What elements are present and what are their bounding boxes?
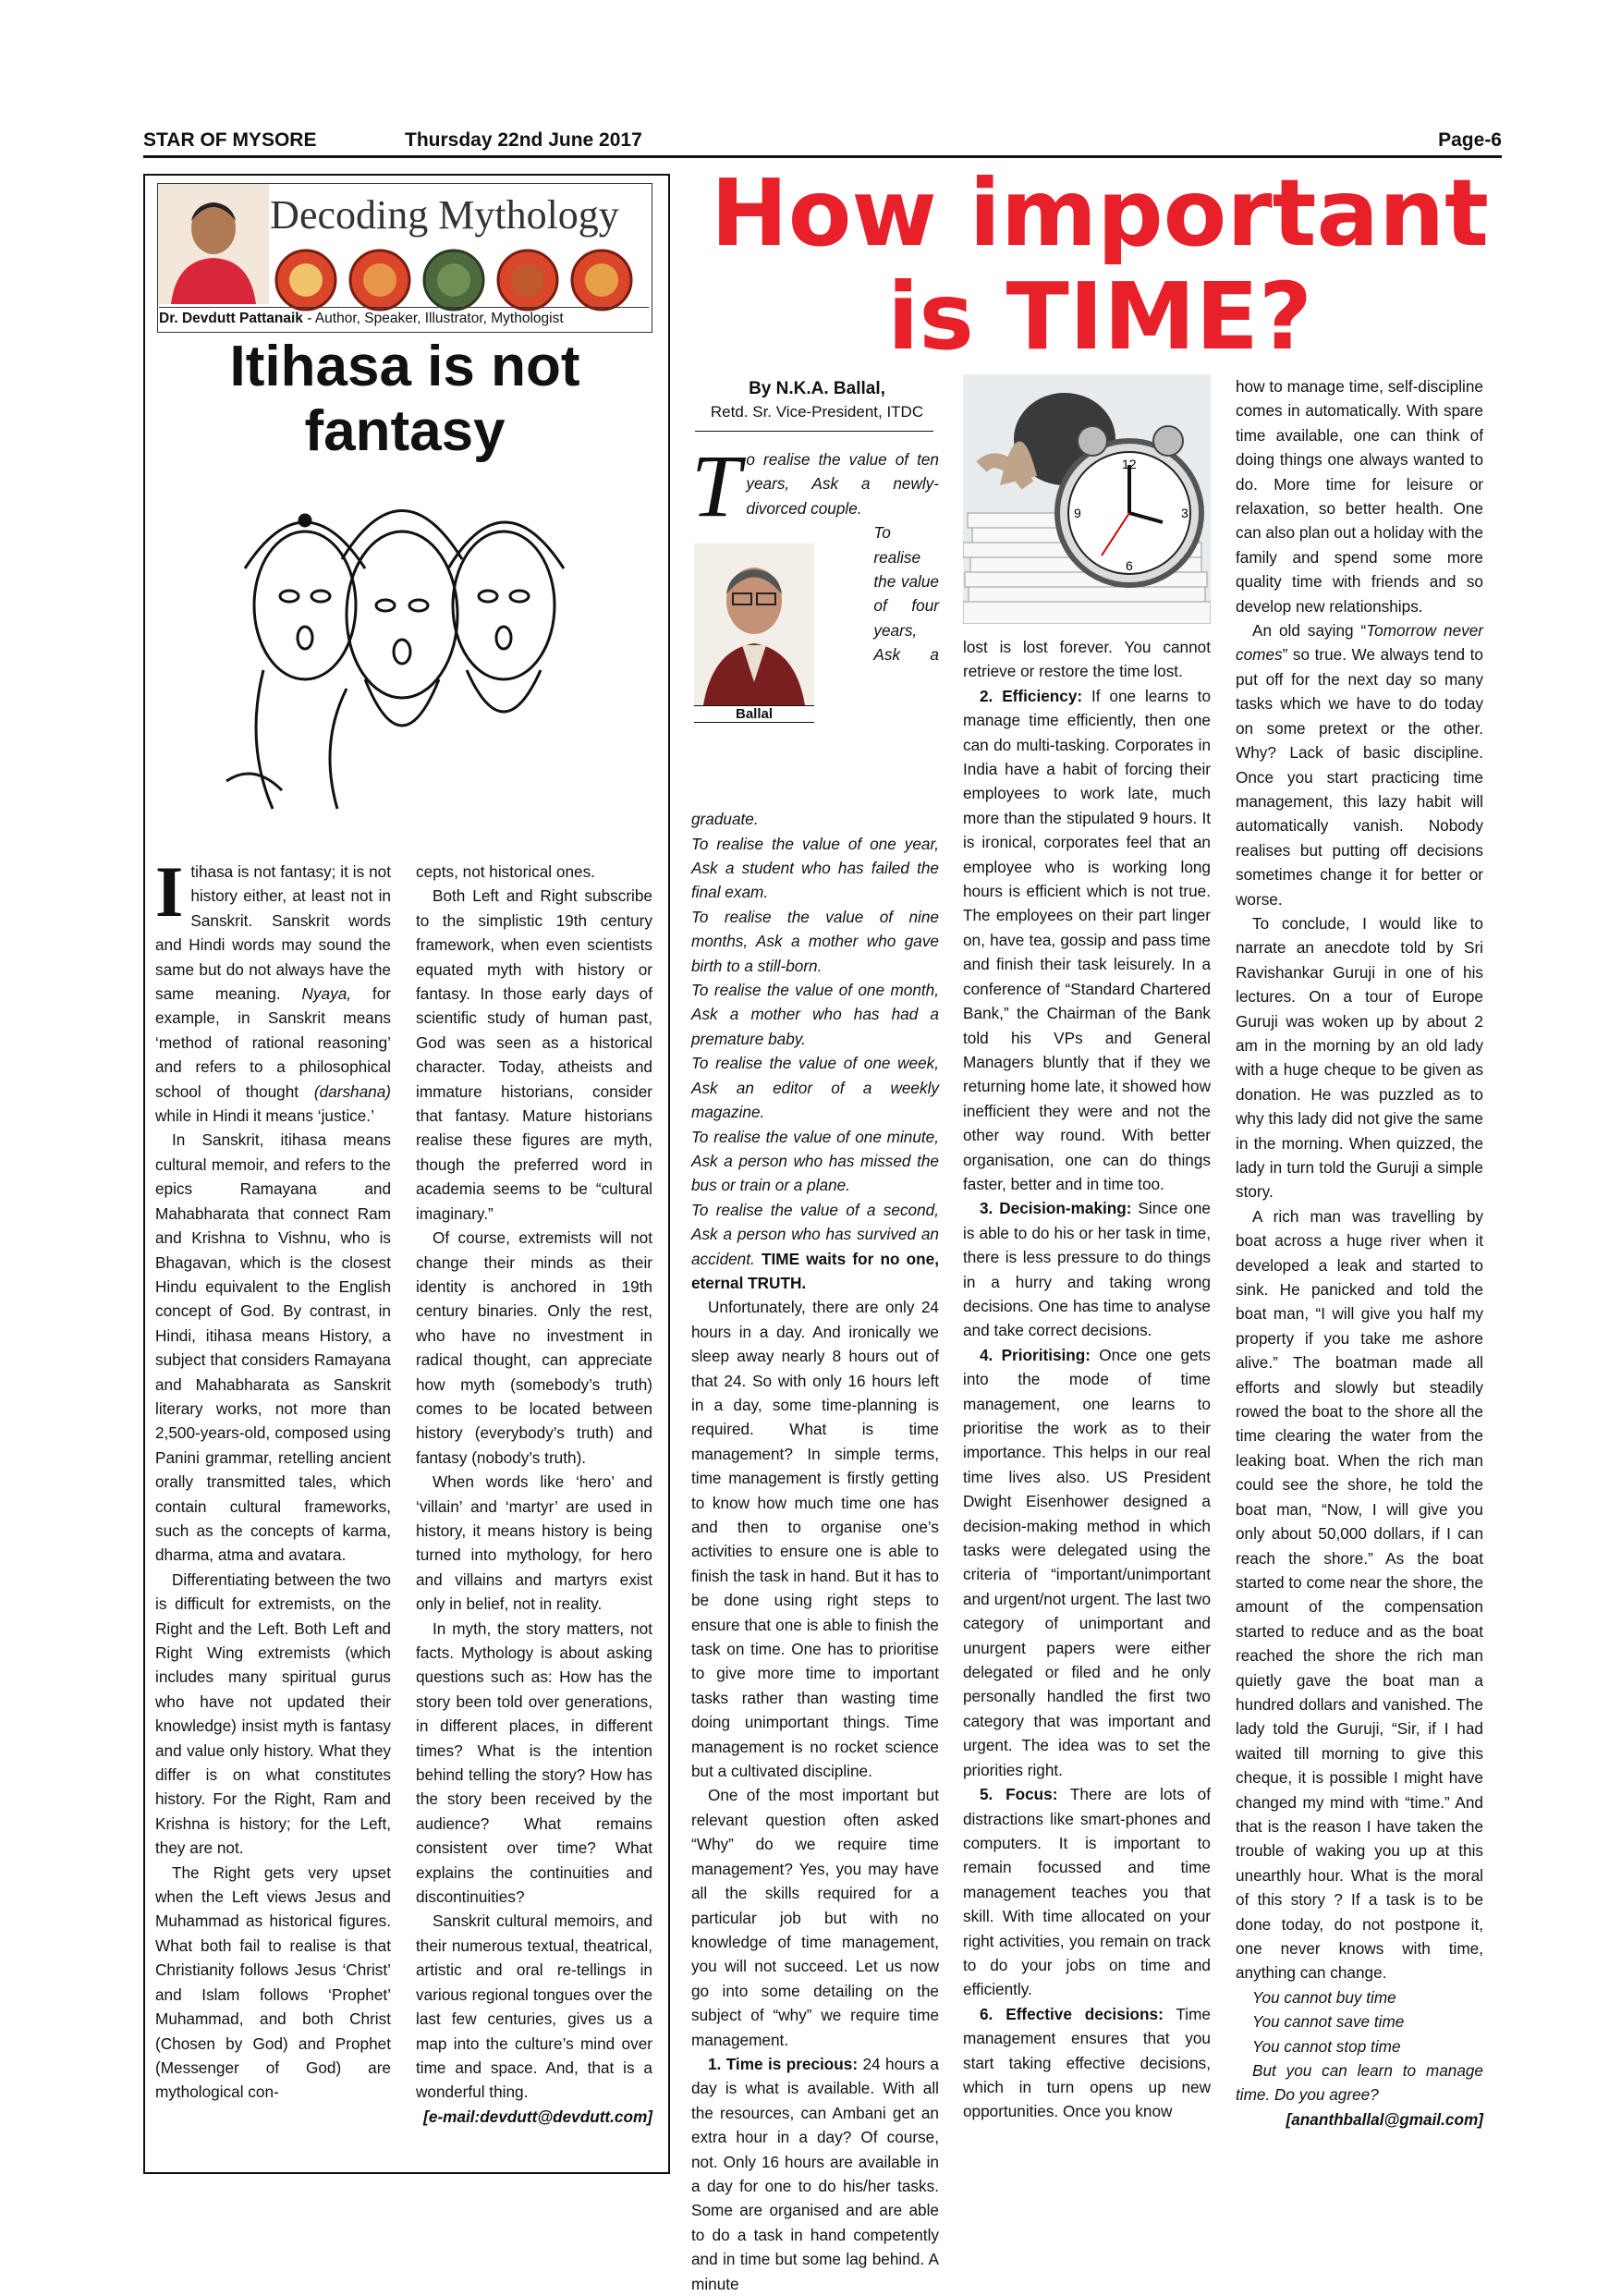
article-text-col4: lost is lost forever. You cannot retrieve or restore the time lost. 2. Efficiency: If one learns to manage time efficiently, then one can do multi-tasking. Corporates in India have a habit of forcing their employees to work late, much more than the stipulated 9 hours. It is ironical, corporates feel that an employee who is working long hours is efficient which is not true. The employees on their part linger on, have tea, gossip and pass time and finish their task leisurely. In a conference of “Standard Chartered Bank,” the Chairman of the Bank told his VPs and General Managers bluntly that if they we returning home late, it showed how inefficient they were and not the other way round. With better organisation, one can do things faster, better and in time too. 3. Decision-making: Since one is able to do his or her task in time, there is less pressure to do things in a hurry and taking wrong decisions. One has time to analyse and take correct decisions. 4. Prioritising: Once one gets into the mode of time management, one learns to prioritise the work as to their importance. This helps in our real time lives also. US President Dwight Eisenhower designed a decision-making method in which tasks were delegated using the criteria of “important/unimportant and urgent/not urgent. The last two category of unimportant and unurgent papers were either delegated or filed and he only personally handled the first two category that was important and urgent. The idea was to set the priorities right. 5. Focus: There are lots of distractions like smart-phones and computers. It is important to remain focussed and time management teaches you that skill. With time allocated on your right activities, you remain on track to do your jobs on time and efficiently. 6. Effective decisions: Time management ensures that you start taking effective decisions, which in turn opens up new opportunities. Once you know [963,635,1211,2124]
author-role: - Author, Speaker, Illustrator, Mythologist [302,311,564,326]
column-text-col1: Itihasa is not fantasy; it is not history either, at least not in Sanskrit. Sanskrit words and Hindi words may sound the same but do not always have the same meaning. Nyaya, for example, in Sanskrit means ‘method of rational reasoning’ and refers to a philosophical school of thought (darshana) while in Hindi it means ‘justice.’ In Sanskrit, itihasa means cultural memoir, and refers to the epics Ramayana and Mahabharata that connect Ram and Krishna to Vishnu, who is Bhagavan, which is the closest Hindu equivalent to the English concept of God. By contrast, in Hindi, itihasa means History, a subject that considers Ramayana and Mahabharata as Sanskrit literary works, not more than 2,500-years-old, composed using Panini grammar, retelling ancient orally transmitted tales, which contain cultural frameworks, such as the concepts of karma, dharma, atma and avatara. Differentiating between the two is difficult for extremists, on the Right and the Left. Both Left and Right Wing extremists (which includes many spiritual gurus who have not updated their knowledge) insist myth is fantasy and value only history. What they differ is on what constitutes history. For the Right, Ram and Krishna is history; for the Left, they are not. The Right gets very upset when the Left views Jesus and Muhammad as historical figures. What both fail to realise is that Christianity follows Jesus ‘Christ’ and Islam follows ‘Prophet’ Muhammad, and both Christ (Chosen by God) and Prophet (Messenger of God) are mythological con- [155,860,391,2105]
author-email: [ananthballal@gmail.com] [1286,2109,1483,2129]
ballal-photo-caption: Ballal [694,705,814,723]
paragraph: To realise the value of one week, Ask an editor of a weekly magazine. [691,1054,939,1122]
issue-date: Thursday 22nd June 2017 [405,129,642,151]
paragraph: To realise the value of four years, Ask a graduate. [691,523,939,829]
poem-line: You cannot buy time [1252,1987,1396,2007]
byline-rule [695,431,933,432]
column-headline-line1: Itihasa is not [229,335,580,398]
article-byline-role: Retd. Sr. Vice-President, ITDC [710,403,924,421]
poem-line: But you can learn to manage time. Do you agree? [1236,2061,1483,2105]
main-headline [684,159,1516,371]
clock-paperwork-photo [963,374,1211,624]
main-headline-line2: is TIME? [887,263,1312,371]
publication-name: STAR OF MYSORE [143,129,317,151]
paragraph: In myth, the story matters, not facts. Mythology is about asking questions such as: How has the story been told over generations, in different places, in different times? What is the intention behind telling the story? How has the story been received by the audience? What remains consistent over time? What explains the continuities and discontinuities? [416,1618,652,1907]
paragraph: When words like ‘hero’ and ‘villain’ and ‘martyr’ are used in history, it means history is being turned into mythology, for hero and villains and martyrs exist only in belief, not in reality. [416,1472,652,1614]
paragraph: To realise the value of nine months, Ask a mother who gave birth to a still-born. [691,907,939,975]
page-number: Page-6 [1438,129,1502,151]
article-text-col3: To realise the value of ten years, Ask a newly-divorced couple. To realise the value of four years, Ask a graduate. To realise the value of one year, Ask a student who has failed the final exam. To realise the value of nine months, Ask a mother who gave birth to a still-born. To realise the value of one month, Ask a mother who has had a premature baby. To realise the value of one week, Ask an editor of a weekly magazine. To realise the value of one minute, Ask a person who has missed the bus or train or a plane. To realise the value of a second, Ask a person who has survived an accident. TIME waits for no one, eternal TRUTH. Unfortunately, there are only 24 hours in a day. And ironically we sleep away nearly 8 hours out of that 24. So with only 16 hours left in a day, some time-planning is required. What is time management? In simple terms, time management is firstly getting to know how much time one has and then to organise one’s activities to ensure one is able to finish the task in hand. But it has to be done using right steps to ensure that one is able to finish the task on time. One has to prioritise to give more time to important tasks rather than wasting time doing unimportant things. Time management is no rocket science but a cultivated discipline. One of the most important but relevant question often asked “Why” do we require time management? Yes, you may have all the skills required for a particular job but with no knowledge of time management, you will not succeed. Let us now go into some detailing on the subject of “why” we require time management. 1. Time is precious: 24 hours a day is what is available. With all the resources, can Ambani get an extra hour in a day? Of course, not. Only 16 hours are available in a day for one to do his/her tasks. Some are organised and are able to do a task in hand competently and in time but some lag behind. A minute [691,436,939,2293]
main-headline-line1: How important [711,159,1489,267]
paragraph: To realise the value of one year, Ask a student who has failed the final exam. [691,834,939,902]
mythology-line-drawing [208,467,596,818]
author-email: [e-mail:devdutt@devdutt.com] [423,2107,652,2126]
paragraph: Differentiating between the two is difficult for extremists, on the Right and the Left. Both Left and Right Wing extremists (which includes many spiritual gurus who have not updated their knowledge) insist myth is fantasy and value only history. What they differ is on what constitutes history. For the Right, Ram and Krishna is history; for the Left, they are not. [155,1569,391,1858]
column-byline [159,307,649,327]
dropcap-t: T [691,436,741,535]
paragraph: To conclude, I would like to narrate an anecdote told by Sri Ravishankar Guruji in one of his lectures. On a tour of Europe Guruji was woken up by about 2 am in the morning by an old lady with a huge cheque to be given as donation. He was puzzled as to why this lady did not give the same in the morning. When quizzed, the lady in turn told the Guruji a simple story. [1236,913,1483,1202]
column-text-col2 [416,860,652,2129]
paragraph: To realise the value of one month, Ask a mother who has had a premature baby. [691,981,939,1048]
svg-text:9: 9 [1074,506,1081,520]
paragraph: The Right gets very upset when the Left views Jesus and Muhammad as historical figures. What both fail to realise is that Christianity follows Jesus ‘Christ’ and Islam follows ‘Prophet’ Muhammad, and both Christ (Chosen by God) and Prophet (Messenger of God) are mythological con- [155,1862,391,2102]
column-banner-title: Decoding Mythology [270,192,619,238]
dropcap-i: I [155,851,184,932]
column-headline [148,335,662,464]
header-rule [143,155,1502,158]
paragraph: Both Left and Right subscribe to the simplistic 19th century framework, when even scientists equated myth with history or fantasy. In those early days of scientific study of human past, God was seen as a historical character. Today, atheists and immature historians, consider that fantasy. Mature historians realise these figures are myth, though the preferred word in academia seems to be “cultural imaginary.” [416,886,652,1223]
paragraph: cepts, not historical ones. [416,862,595,881]
svg-text:12: 12 [1122,457,1137,471]
column-headline-line2: fantasy [304,399,506,463]
article-text-col5: how to manage time, self-discipline comes in automatically. With spare time available, one can think of doing things one always wanted to do. More time for leisure or relaxation, so better health. One can also plan out a holiday with the family and spend some more quality time with friends and so develop new relationships. An old saying “Tomorrow never comes” so true. We always tend to put off for the next day so many tasks which we have to do today on some pretext or the other. Why? Lack of basic discipline. Once you start practicing time management, this lazy habit will automatically vanish. Nobody realises but putting off decisions sometimes change it for better or worse. To conclude, I would like to narrate an anecdote told by Sri Ravishankar Guruji in one of his lectures. On a tour of Europe Guruji was woken up by about 2 am in the morning by an old lady with a huge cheque to be given as donation. He was puzzled as to why this lady did not give the same in the morning. When quizzed, the lady in turn told the Guruji a simple story. A rich man was travelling by boat across a huge river when it developed a leak and started to sink. He panicked and told the boat man, “I will give you half my property if you take me ashore alive.” The boatman made all efforts and slowly but steadily rowed the boat to the shore all the time clearing the water from the leaking boat. When the rich man could see the shore, he told the boat man, “Now, I will give you only about 50,000 dollars, if I can reach the shore.” As the boat started to come near the shore, the amount of the compensation started to reduce and as the boat reached the shore the rich man quietly gave the boat man a hundred dollars and vanished. The lady told the Guruji, “Sir, if I had waited till morning to give this cheque, it is possible I might have changed my mind with “time.” And that is the reason I have taken the trouble of waking you up at this unearthly hour. What is the moral of this story ? If a task is to be done today, do not postpone it, one never knows with time, anything can change. You cannot buy time You cannot save time You cannot stop time But you can learn to manage time. Do you agree? [ananthballal@gmail.com] [1236,374,1483,2131]
photo-float-space [746,520,873,807]
paragraph: To realise the value of one minute, Ask a person who has missed the bus or train or a plane. [691,1127,939,1195]
paragraph: Unfortunately, there are only 24 hours in a day. And ironically we sleep away nearly 8 hours out of that 24. So with only 16 hours left in a day, some time-planning is required. What is time management? In simple terms, time management is firstly getting to know how much time one has and then to organise one’s activities to ensure one is able to finish the task in hand. But it has to be done using right steps to ensure that one is able to finish the task on time. One has to prioritise to give more time to important tasks rather than wasting time doing unimportant things. Time management is no rocket science but a cultivated discipline. [691,1298,939,1781]
paragraph: Of course, extremists will not change their minds as their identity is anchored in 19th century binaries. Only the rest, who have no investment in radical thought, can appreciate how myth (somebody’s truth) comes to be located between history (everybody’s truth) and fantasy (nobody’s truth). [416,1228,652,1467]
paragraph: In Sanskrit, itihasa means cultural memoir, and refers to the epics Ramayana and Mahabharata that connect Ram and Krishna to Vishnu, who is Bhagavan, which is the closest Hindu equivalent to the English concept of God. By contrast, in Hindi, itihasa means History, a subject that considers Ramayana and Mahabharata as Sanskrit literary works, not more than 2,500-years-old, composed using Panini grammar, retelling ancient orally transmitted tales, which contain cultural frameworks, such as the concepts of karma, dharma, atma and avatara. [155,1130,391,1565]
paragraph: One of the most important but relevant question often asked “Why” do we require time management? Yes, you may have all the skills required for a particular job but with no knowledge of time management, you will not succeed. Let us now go into some detailing on the subject of “why” we require time management. [691,1786,939,2049]
svg-text:6: 6 [1126,558,1133,573]
paragraph: A rich man was travelling by boat across a huge river when it developed a leak and started to sink. He panicked and told the boat man, “I will give you half my property if you take me ashore alive.” The boatman made all efforts and slowly but steadily rowed the boat to the shore all the time clearing the water from the leaking boat. When the rich man could see the shore, he told the boat man, “Now, I will give you only about 50,000 dollars, if I can reach the shore.” As the boat started to come near the shore, the amount of the compensation started to reduce and as the boat reached the shore the rich man quietly gave the boat man a hundred dollars and vanished. The lady told the Guruji, “Sir, if I had waited till morning to give this cheque, it is possible I might have changed my mind with “time.” And that is the reason I have taken the trouble of waking you up at this unearthly hour. What is the moral of this story ? If a task is to be done today, do not postpone it, one never knows with time, anything can change. [1236,1206,1483,1983]
article-byline: By N.K.A. Ballal, [749,379,885,398]
paragraph: lost is lost forever. You cannot retrieve or restore the time lost. [963,638,1211,681]
poem-line: You cannot save time [1252,2012,1405,2032]
author-name: Dr. Devdutt Pattanaik [159,311,303,326]
paragraph: Sanskrit cultural memoirs, and their numerous textual, theatrical, artistic and oral re-tellings in various regional tongues over the last few centuries, gives us a map into the culture’s mind over time and space. And, that is a wonderful thing. [416,1911,652,2102]
poem-line: You cannot stop time [1252,2036,1401,2056]
paragraph: how to manage time, self-discipline comes in automatically. With spare time available, one can think of doing things one always wanted to do. More time for leisure or relaxation, so better health. One can also plan out a holiday with the family and spend some more quality time with friends and so develop new relationships. [1236,377,1483,616]
svg-text:3: 3 [1181,506,1188,520]
